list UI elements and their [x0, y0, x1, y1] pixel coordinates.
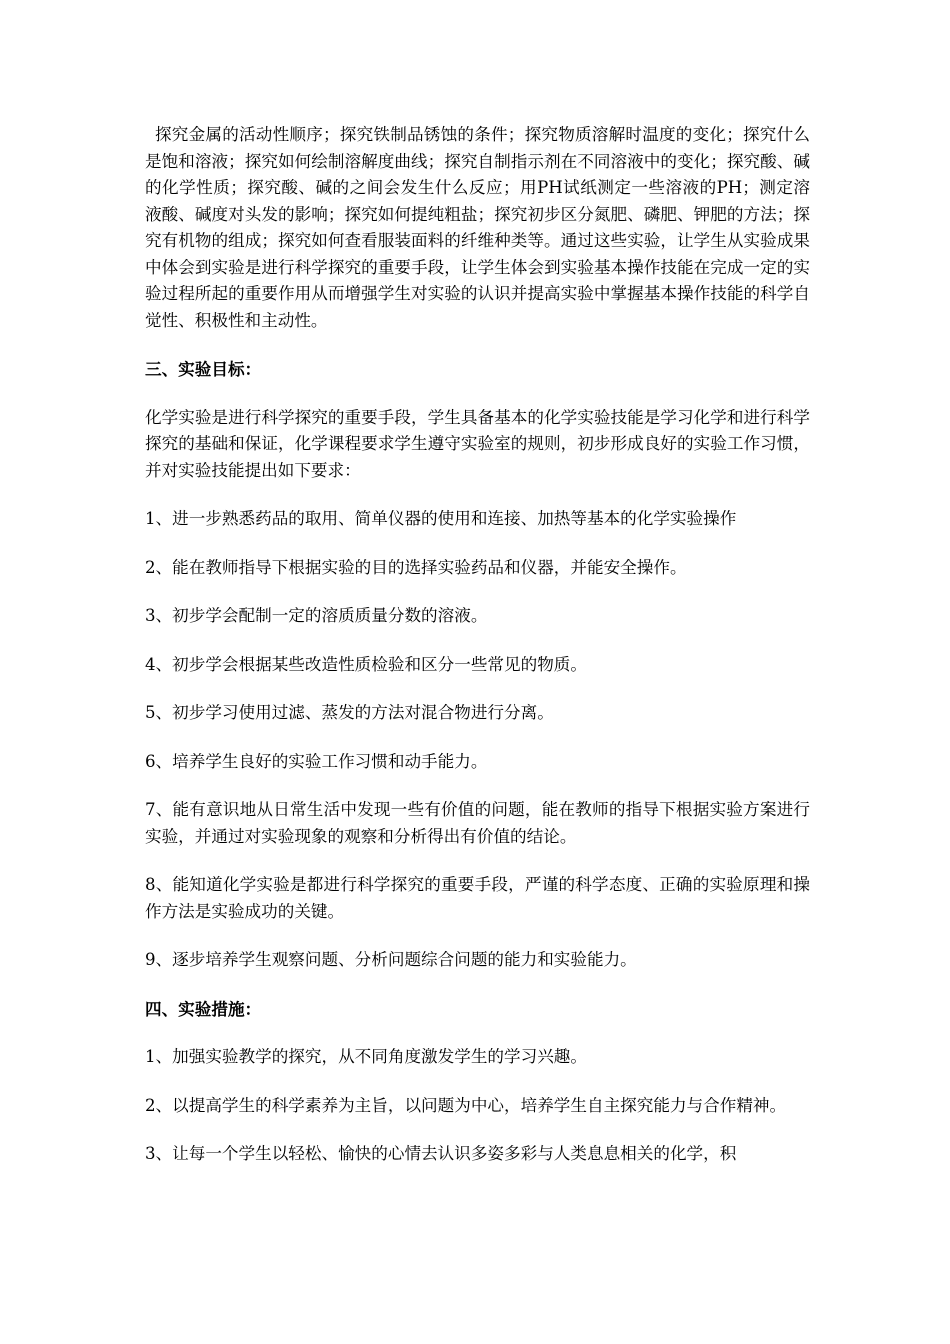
- intro-paragraph: 探究金属的活动性顺序；探究铁制品锈蚀的条件；探究物质溶解时温度的变化；探究什么是饱和溶液；探究如何绘制溶解度曲线；探究自制指示剂在不同溶液中的变化；探究酸、碱的化学性质；探究酸、碱的之间会发生什么反应；用PH试纸测定一些溶液的PH；测定溶液酸、碱度对头发的影响；探究如何提纯粗盐；探究初步区分氮肥、磷肥、钾肥的方法；探究有机物的组成；探究如何查看服装面料的纤维种类等。通过这些实验，让学生从实验成果中体会到实验是进行科学探究的重要手段，让学生体会到实验基本操作技能在完成一定的实验过程所起的重要作用从而增强学生对实验的认识并提高实验中掌握基本操作技能的科学自觉性、积极性和主动性。: [145, 125, 810, 330]
- section-3-item-7: 7、能有意识地从日常生活中发现一些有价值的问题，能在教师的指导下根据实验方案进行实验，并通过对实验现象的观察和分析得出有价值的结论。: [145, 800, 810, 846]
- section-3-item-5: 5、初步学习使用过滤、蒸发的方法对混合物进行分离。: [145, 703, 554, 722]
- section-3-item-4: 4、初步学会根据某些改造性质检验和区分一些常见的物质。: [145, 654, 587, 674]
- section-3-item-6: 6、培养学生良好的实验工作习惯和动手能力。: [145, 751, 488, 771]
- section-3-item-1: 1、进一步熟悉药品的取用、简单仪器的使用和连接、加热等基本的化学实验操作: [145, 509, 737, 528]
- section-3-heading: 三、实验目标：: [145, 359, 262, 379]
- section-3-intro: 化学实验是进行科学探究的重要手段，学生具备基本的化学实验技能是学习化学和进行科学探究的基础和保证，化学课程要求学生遵守实验室的规则，初步形成良好的实验工作习惯，并对实验技能提出如下要求：: [145, 407, 810, 480]
- section-4-heading: 四、实验措施：: [145, 998, 262, 1019]
- section-3-item-8: 8、能知道化学实验是都进行科学探究的重要手段，严谨的科学态度、正确的实验原理和操作方法是实验成功的关键。: [145, 875, 810, 921]
- section-3-item-2: 2、能在教师指导下根据实验的目的选择实验药品和仪器，并能安全操作。: [145, 557, 687, 577]
- section-4-item-1: 1、加强实验教学的探究，从不同角度激发学生的学习兴趣。: [145, 1047, 587, 1066]
- document-page: [145, 122, 810, 1190]
- section-4-item-3: 3、让每一个学生以轻松、愉快的心情去认识多姿多彩与人类息息相关的化学，积: [145, 1144, 737, 1163]
- section-4-item-2: 2、以提高学生的科学素养为主旨，以问题为中心，培养学生自主探究能力与合作精神。: [145, 1095, 787, 1115]
- section-3-item-9: 9、逐步培养学生观察问题、分析问题综合问题的能力和实验能力。: [145, 950, 637, 969]
- section-3-item-3: 3、初步学会配制一定的溶质质量分数的溶液。: [145, 606, 488, 625]
